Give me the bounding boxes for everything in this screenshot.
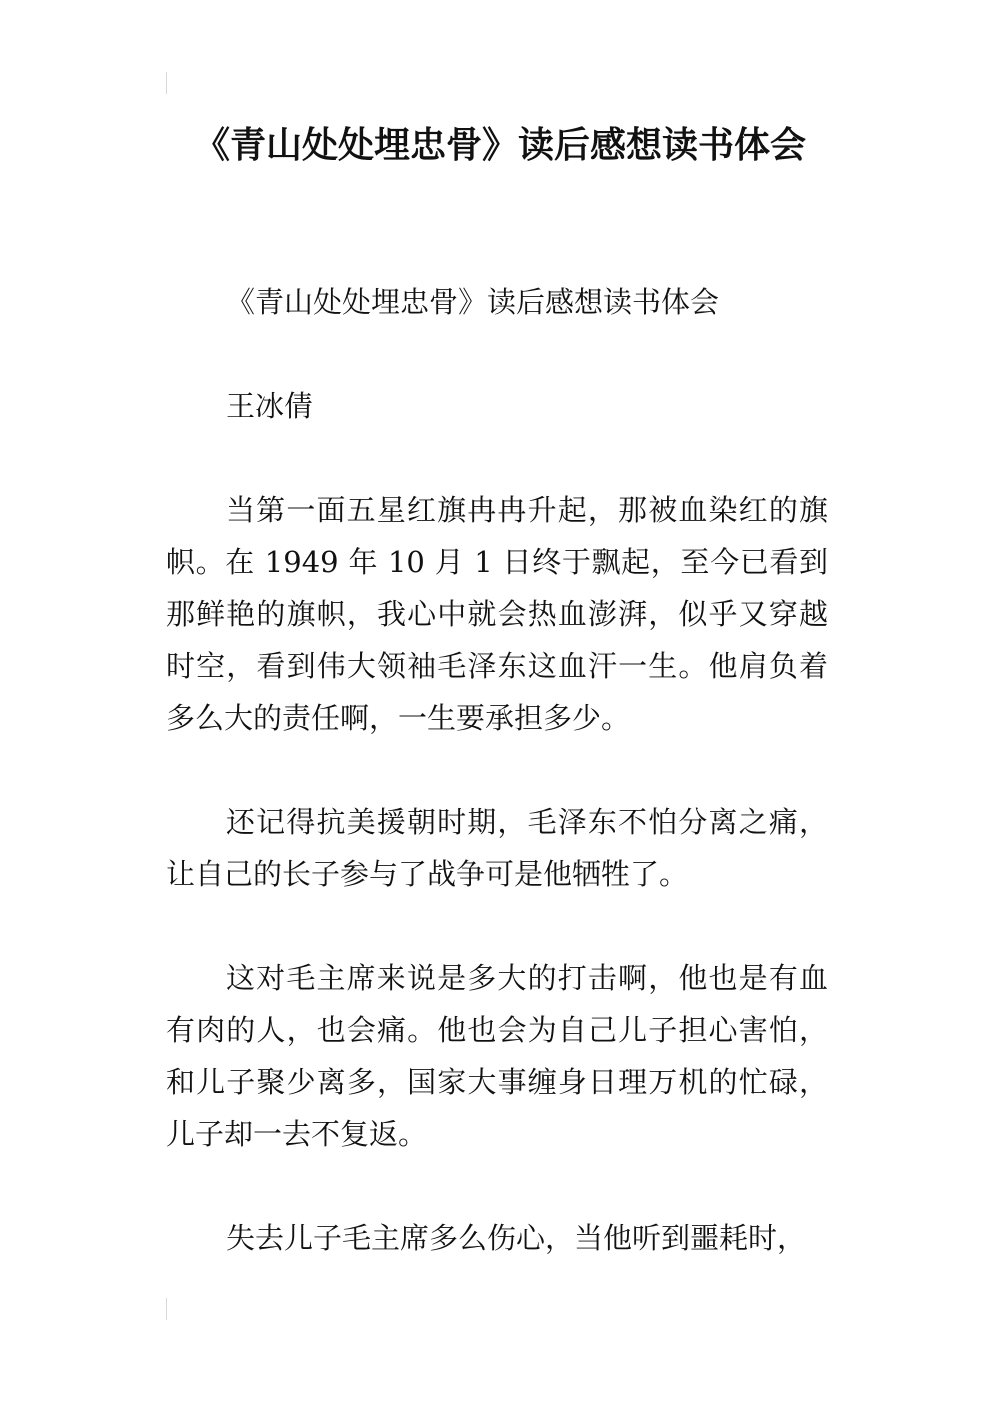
paragraph: 还记得抗美援朝时期，毛泽东不怕分离之痛，让自己的长子参与了战争可是他牺牲了。 bbox=[166, 805, 828, 891]
paragraph: 失去儿子毛主席多么伤心，当他听到噩耗时， bbox=[226, 1221, 807, 1255]
paragraph: 这对毛主席来说是多大的打击啊，他也是有血有肉的人，也会痛。他也会为自己儿子担心害怕，和儿子聚少离多，国家大事缠身日理万机的忙碌，儿子却一去不复返。 bbox=[166, 961, 828, 1151]
page-corner-mark-top bbox=[166, 72, 167, 94]
paragraph: 当第一面五星红旗冉冉升起，那被血染红的旗帜。在 1949 年 10 月 1 日终于飘起，至今已看到那鲜艳的旗帜，我心中就会热血澎湃，似乎又穿越时空，看到伟大领袖毛泽东这血汗一生。他肩负着多么大的责任啊，一生要承担多少。 bbox=[166, 493, 828, 735]
page-corner-mark-bottom bbox=[166, 1298, 167, 1320]
document-title: 《青山处处埋忠骨》读后感想读书体会 bbox=[193, 125, 806, 166]
document-subtitle: 《青山处处埋忠骨》读后感想读书体会 bbox=[226, 285, 720, 319]
author-name: 王冰倩 bbox=[226, 389, 314, 423]
